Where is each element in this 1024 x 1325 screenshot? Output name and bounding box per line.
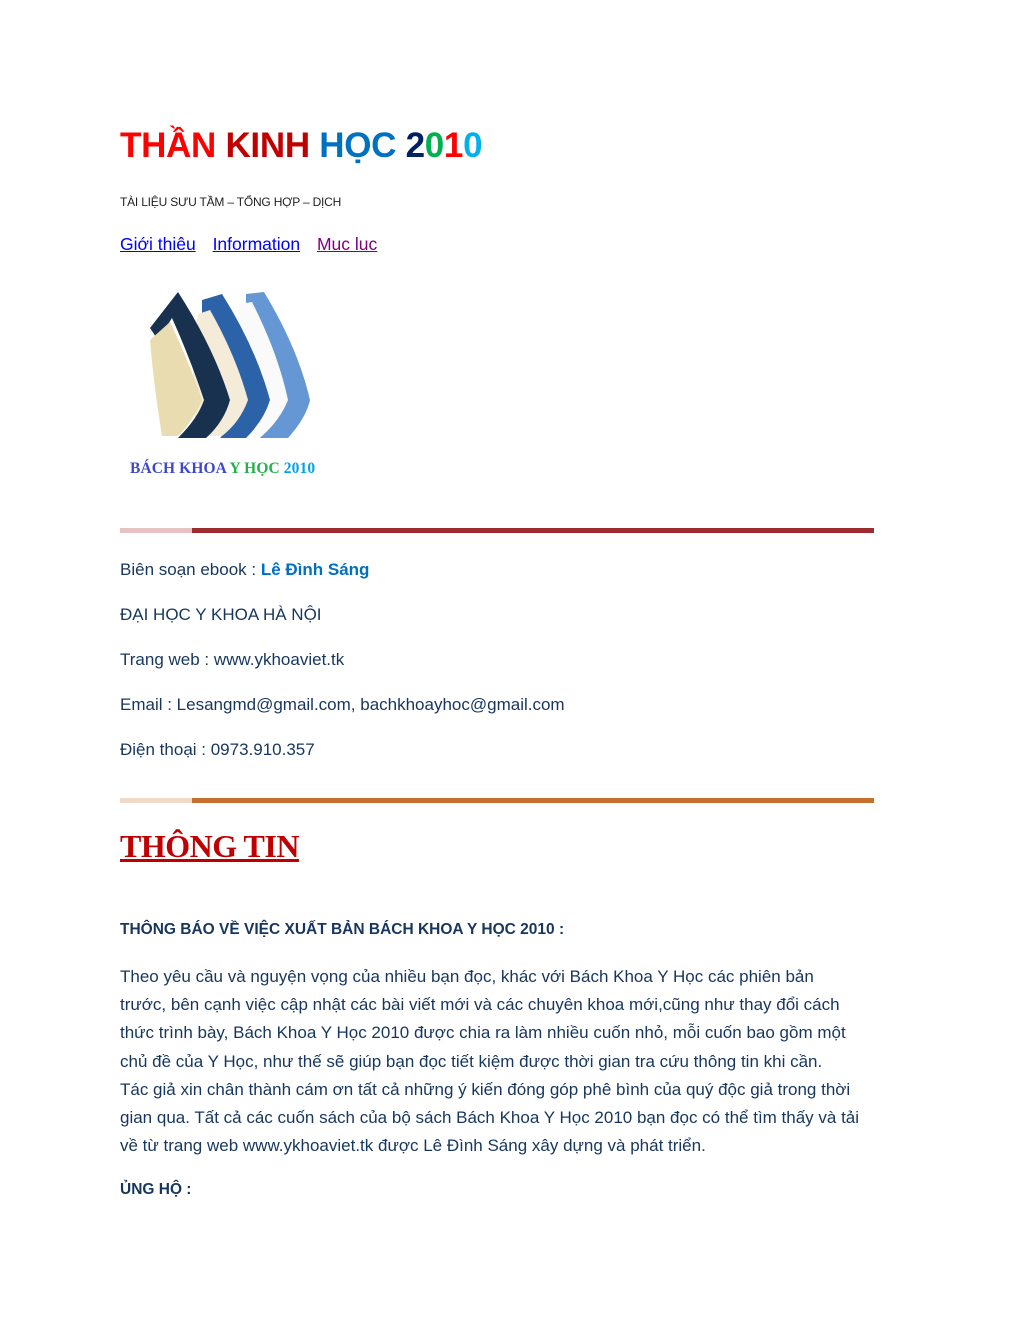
document-subtitle: TÀI LIỆU SƯU TẦM – TỔNG HỢP – DỊCH xyxy=(120,195,342,209)
paragraph-line: Theo yêu cầu và nguyện vọng của nhiều bạn đọc, khác với Bách Khoa Y Học các phiên bản xyxy=(120,967,814,986)
compiler-label: Biên soạn ebook : xyxy=(120,560,261,579)
logo-caption-year: 2010 xyxy=(283,460,316,477)
compiler-line xyxy=(120,560,369,580)
divider-orange xyxy=(120,798,874,803)
link-gioi-thieu[interactable]: Giới thiêu xyxy=(120,234,196,254)
title-word-hoc: HỌC xyxy=(319,126,397,165)
email-line: Email : Lesangmd@gmail.com, bachkhoayhoc@gmail.com xyxy=(120,695,565,714)
divider-red-dark-segment xyxy=(192,528,874,533)
title-digit-0a: 0 xyxy=(424,126,444,165)
phone-line: Điện thoại : 0973.910.357 xyxy=(120,740,315,759)
university-line: ĐẠI HỌC Y KHOA HÀ NỘI xyxy=(120,605,322,624)
section-heading: THÔNG TIN xyxy=(120,828,299,864)
document-title xyxy=(120,124,482,168)
logo-caption-bach-khoa: BÁCH KHOA xyxy=(130,460,227,477)
title-digit-2: 2 xyxy=(405,126,425,165)
books-logo-icon xyxy=(128,288,338,458)
title-digit-0b: 0 xyxy=(463,126,483,165)
paragraph-line: về từ trang web www.ykhoaviet.tk được Lê Đình Sáng xây dựng và phát triển. xyxy=(120,1136,706,1156)
announcement-paragraph xyxy=(120,963,910,1160)
announcement-title: THÔNG BÁO VỀ VIỆC XUẤT BẢN BÁCH KHOA Y HỌC 2010 : xyxy=(120,921,565,938)
title-word-kinh: KINH xyxy=(225,126,310,165)
link-muc-luc[interactable]: Muc luc xyxy=(316,234,378,254)
title-digit-1: 1 xyxy=(443,126,464,165)
paragraph-line: thức trình bày, Bách Khoa Y Học 2010 được chia ra làm nhiều cuốn nhỏ, mỗi cuốn bao gồm một xyxy=(120,1023,846,1043)
website-line: Trang web : www.ykhoaviet.tk xyxy=(120,650,345,669)
paragraph-line: chủ đề của Y Học, như thế sẽ giúp bạn đọc tiết kiệm được thời gian tra cứu thông tin khi cần. xyxy=(120,1051,823,1071)
title-word-than: THẦN xyxy=(120,126,217,165)
link-information[interactable]: Information xyxy=(212,234,301,254)
divider-orange-dark-segment xyxy=(192,798,874,803)
paragraph-line: Tác giả xin chân thành cám ơn tất cả những ý kiến đóng góp phê bình của quý độc giả trong thời xyxy=(120,1079,851,1099)
bach-khoa-logo xyxy=(128,288,338,488)
logo-caption xyxy=(130,460,315,478)
compiler-name: Lê Đình Sáng xyxy=(260,560,370,579)
nav-links xyxy=(120,234,389,255)
divider-red-light-segment xyxy=(120,528,192,533)
logo-caption-y-hoc: Y HỌC xyxy=(229,460,280,477)
divider-orange-light-segment xyxy=(120,798,192,803)
support-title: ỦNG HỘ : xyxy=(120,1181,192,1198)
paragraph-line: trước, bên cạnh việc cập nhật các bài viết mới và các chuyên khoa mới,cũng như thay đổi cách xyxy=(120,995,840,1015)
paragraph-line: gian qua. Tất cả các cuốn sách của bộ sách Bách Khoa Y Học 2010 bạn đọc có thể tìm thấy và tải xyxy=(120,1108,860,1128)
divider-red xyxy=(120,528,874,533)
